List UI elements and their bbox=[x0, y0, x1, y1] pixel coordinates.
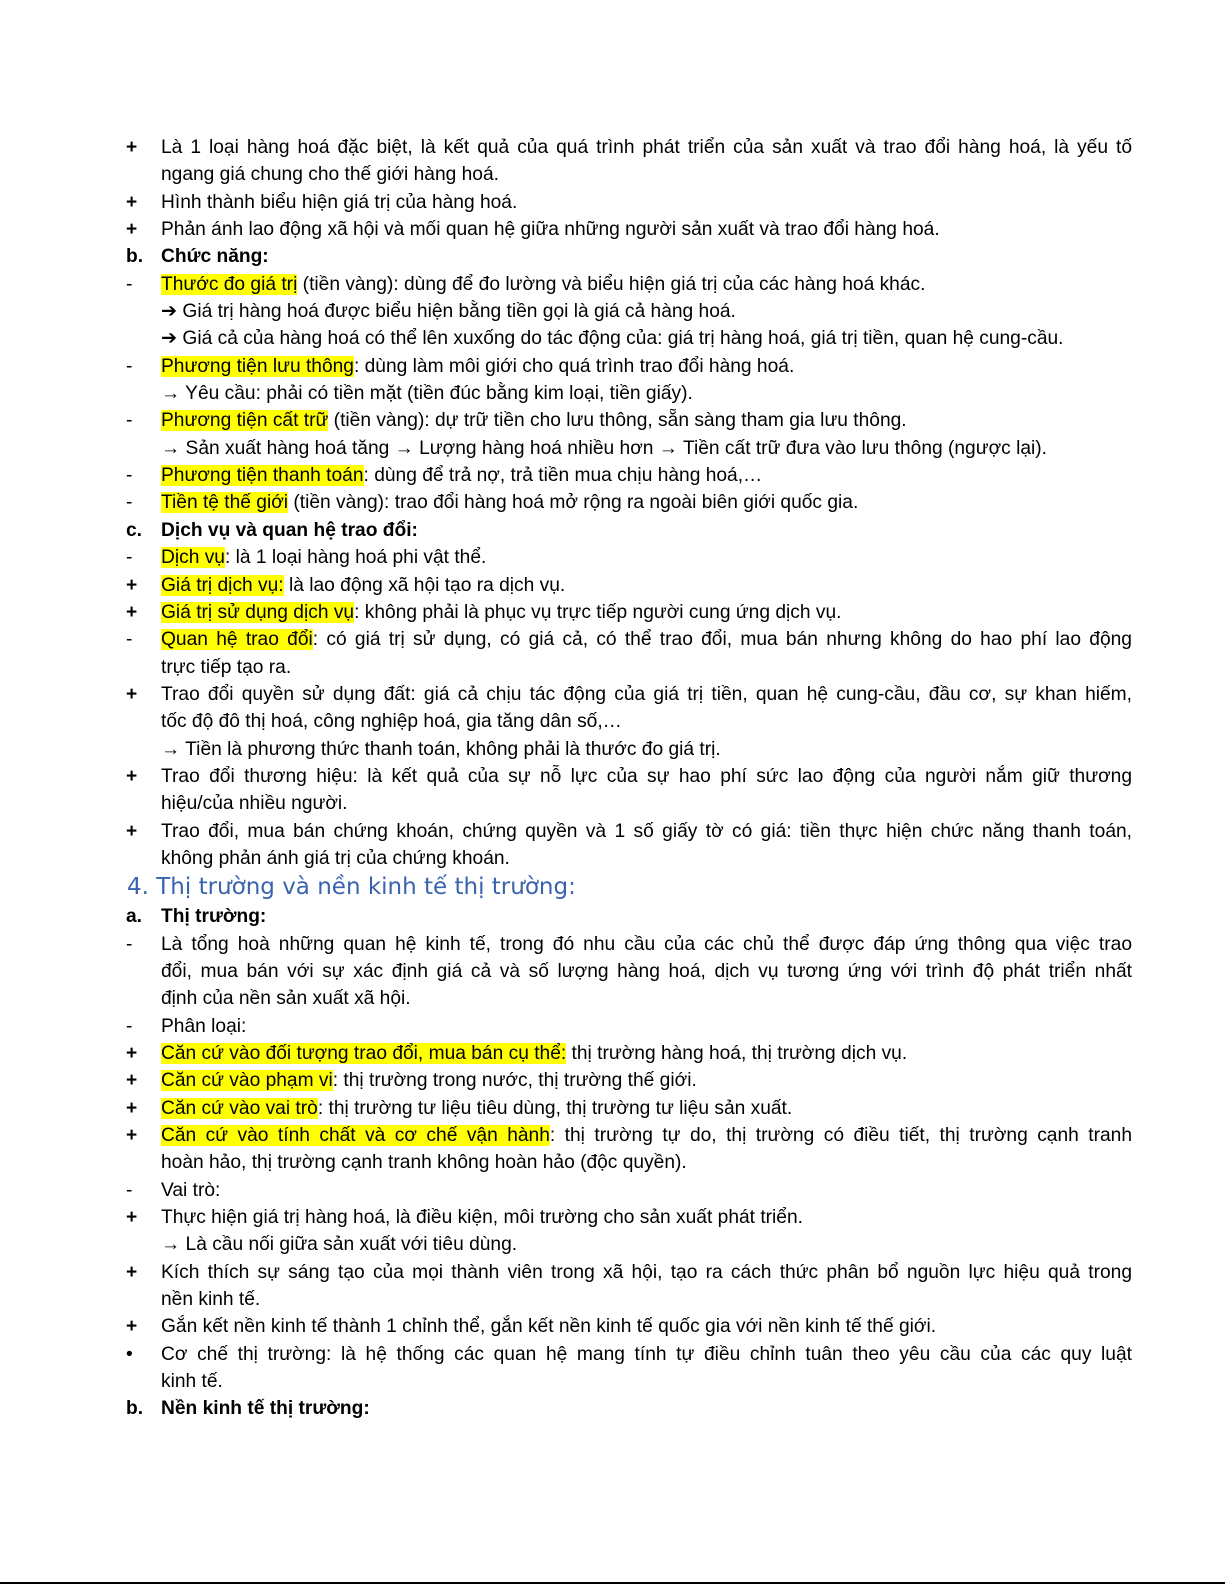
text-line bbox=[0, 1013, 1225, 1040]
body-text: Hình thành biểu hiện giá trị của hàng hoá. bbox=[161, 191, 518, 213]
text-line bbox=[0, 599, 1225, 626]
body-text: đổi, mua bán với sự xác định giá cả và số lượng hàng hoá, dịch vụ tương ứng với trình độ phát triển nhất bbox=[161, 960, 1132, 982]
body-text: Gắn kết nền kinh tế thành 1 chỉnh thể, gắn kết nền kinh tế quốc gia với nền kinh tế thế giới. bbox=[161, 1316, 937, 1338]
line-text bbox=[161, 958, 1132, 985]
text-line bbox=[0, 1040, 1225, 1067]
line-text bbox=[161, 407, 907, 434]
line-text bbox=[161, 931, 1132, 958]
list-marker: • bbox=[126, 1343, 133, 1365]
text-line bbox=[0, 353, 1225, 380]
highlighted-term: Thước đo giá trị bbox=[161, 273, 298, 295]
body-text: tốc độ đô thị hoá, công nghiệp hoá, gia tăng dân số,… bbox=[161, 711, 622, 733]
text-line bbox=[0, 1095, 1225, 1122]
line-text bbox=[161, 1122, 1132, 1149]
list-marker: + bbox=[126, 1097, 138, 1119]
list-marker: + bbox=[126, 1070, 138, 1092]
line-text bbox=[161, 1286, 260, 1313]
body-text: Cơ chế thị trường: là hệ thống các quan hệ mang tính tự điều chỉnh tuân theo yêu cầu của các quy luật bbox=[161, 1343, 1132, 1365]
section-heading bbox=[0, 872, 1225, 903]
list-marker: + bbox=[126, 1125, 138, 1147]
text-line bbox=[0, 1395, 1225, 1422]
text-line bbox=[0, 216, 1225, 243]
body-text: → Sản xuất hàng hoá tăng → Lượng hàng hoá nhiều hơn → Tiền cất trữ đưa vào lưu thông (ngược lại). bbox=[161, 437, 1047, 459]
line-text bbox=[161, 134, 1132, 161]
body-text: ngang giá chung cho thế giới hàng hoá. bbox=[161, 164, 499, 186]
list-marker: + bbox=[126, 191, 138, 213]
text-line bbox=[0, 161, 1225, 188]
body-text: : có giá trị sử dụng, có giá cả, có thể trao đổi, mua bán nhưng không do hao phí lao động bbox=[312, 629, 1132, 651]
body-text: là lao động xã hội tạo ra dịch vụ. bbox=[283, 574, 566, 596]
body-text: kinh tế. bbox=[161, 1371, 223, 1393]
line-text bbox=[161, 271, 925, 298]
subheading-text: Dịch vụ và quan hệ trao đổi: bbox=[161, 519, 418, 541]
line-text bbox=[161, 845, 510, 872]
text-line bbox=[0, 763, 1225, 790]
text-line bbox=[0, 243, 1225, 270]
list-marker: - bbox=[126, 629, 133, 651]
text-line bbox=[0, 931, 1225, 958]
line-text bbox=[161, 599, 841, 626]
line-text bbox=[161, 1177, 220, 1204]
highlighted-term: Giá trị dịch vụ: bbox=[161, 574, 284, 596]
line-text bbox=[161, 1204, 803, 1231]
subheading-text: Thị trường: bbox=[161, 906, 267, 928]
line-text bbox=[161, 380, 693, 407]
body-text: hoàn hảo, thị trường cạnh tranh không hoàn hảo (độc quyền). bbox=[161, 1152, 687, 1174]
text-line bbox=[0, 903, 1225, 930]
line-text bbox=[161, 544, 486, 571]
line-text bbox=[161, 818, 1132, 845]
body-text: (tiền vàng): dự trữ tiền cho lưu thông, sẵn sàng tham gia lưu thông. bbox=[328, 410, 907, 432]
list-marker: - bbox=[126, 465, 133, 487]
body-text: ➔ Giá trị hàng hoá được biểu hiện bằng tiền gọi là giá cả hàng hoá. bbox=[161, 301, 736, 323]
list-marker: - bbox=[126, 410, 133, 432]
highlighted-term: Căn cứ vào vai trò bbox=[161, 1097, 318, 1119]
page-bottom-rule bbox=[0, 1582, 1225, 1584]
line-text bbox=[161, 1341, 1132, 1368]
body-text: trực tiếp tạo ra. bbox=[161, 656, 292, 678]
list-marker: c. bbox=[126, 519, 143, 541]
line-text bbox=[161, 708, 622, 735]
list-marker: - bbox=[126, 273, 133, 295]
highlighted-term: Căn cứ vào tính chất và cơ chế vận hành bbox=[161, 1125, 550, 1147]
list-marker: - bbox=[126, 355, 133, 377]
list-marker: - bbox=[126, 547, 133, 569]
line-text bbox=[161, 462, 762, 489]
line-text bbox=[161, 243, 269, 270]
highlighted-term: Căn cứ vào phạm vi bbox=[161, 1070, 333, 1092]
line-text bbox=[161, 1067, 697, 1094]
line-text bbox=[161, 1395, 370, 1422]
text-line bbox=[0, 790, 1225, 817]
body-text: thị trường hàng hoá, thị trường dịch vụ. bbox=[566, 1043, 908, 1064]
line-text bbox=[161, 654, 291, 681]
text-line bbox=[0, 325, 1225, 352]
list-marker: + bbox=[126, 1207, 138, 1229]
body-text: : thị trường tự do, thị trường có điều tiết, thị trường cạnh tranh bbox=[549, 1125, 1132, 1147]
body-text: Kích thích sự sáng tạo của mọi thành viên trong xã hội, tạo ra cách thức phân bổ nguồn lực hiệu quả trong bbox=[161, 1261, 1132, 1283]
text-line bbox=[0, 544, 1225, 571]
list-marker: + bbox=[126, 1261, 138, 1283]
text-line bbox=[0, 736, 1225, 763]
highlighted-term: Giá trị sử dụng dịch vụ bbox=[161, 601, 355, 623]
highlighted-term: Căn cứ vào đối tượng trao đổi, mua bán cụ thể: bbox=[161, 1043, 567, 1064]
body-text: Trao đổi quyền sử dụng đất: giá cả chịu tác động của giá trị tiền, quan hệ cung-cầu, đầu cơ, sự khan hiếm, bbox=[161, 683, 1132, 705]
line-text bbox=[161, 790, 348, 817]
highlighted-term: Phương tiện thanh toán bbox=[161, 465, 364, 487]
line-text bbox=[161, 903, 266, 930]
highlighted-term: Quan hệ trao đổi bbox=[161, 629, 313, 651]
body-text: Phản ánh lao động xã hội và mối quan hệ giữa những người sản xuất và trao đổi hàng hoá. bbox=[161, 219, 940, 241]
text-line bbox=[0, 134, 1225, 161]
body-text: Vai trò: bbox=[161, 1179, 221, 1201]
text-line bbox=[0, 271, 1225, 298]
body-text: → Là cầu nối giữa sản xuất với tiêu dùng. bbox=[161, 1234, 518, 1256]
line-text bbox=[161, 489, 858, 516]
line-text bbox=[161, 325, 1064, 352]
text-line bbox=[0, 1231, 1225, 1258]
text-line bbox=[0, 189, 1225, 216]
line-text bbox=[161, 681, 1132, 708]
line-text bbox=[161, 517, 418, 544]
body-text: hiệu/của nhiều người. bbox=[161, 793, 348, 815]
body-text: nền kinh tế. bbox=[161, 1289, 261, 1311]
text-line bbox=[0, 1204, 1225, 1231]
body-text: ➔ Giá cả của hàng hoá có thể lên xuxống do tác động của: giá trị hàng hoá, giá trị tiền, quan hệ cung-cầu. bbox=[161, 328, 1064, 350]
text-line bbox=[0, 407, 1225, 434]
body-text: Trao đổi thương hiệu: là kết quả của sự nỗ lực của sự hao phí sức lao động của người nắm giữ thương bbox=[161, 765, 1132, 787]
body-text: Phân loại: bbox=[161, 1015, 247, 1037]
text-line bbox=[0, 1067, 1225, 1094]
text-line bbox=[0, 681, 1225, 708]
list-marker: + bbox=[126, 683, 138, 705]
list-marker: b. bbox=[126, 246, 144, 268]
body-text: Là tổng hoà những quan hệ kinh tế, trong đó nhu cầu của các chủ thể được đáp ứng thông qua việc trao bbox=[161, 933, 1132, 955]
line-text bbox=[161, 298, 736, 325]
line-text bbox=[161, 1095, 792, 1122]
text-line bbox=[0, 517, 1225, 544]
text-line bbox=[0, 489, 1225, 516]
line-text bbox=[161, 1149, 687, 1176]
text-line bbox=[0, 1313, 1225, 1340]
line-text bbox=[161, 736, 721, 763]
text-line bbox=[0, 845, 1225, 872]
body-text: Trao đổi, mua bán chứng khoán, chứng quyền và 1 số giấy tờ có giá: tiền thực hiện chức năng thanh toán, bbox=[161, 820, 1132, 842]
list-marker: + bbox=[126, 574, 138, 596]
subheading-text: Chức năng: bbox=[161, 246, 269, 268]
highlighted-term: Phương tiện cất trữ bbox=[161, 410, 329, 432]
body-text: : là 1 loại hàng hoá phi vật thể. bbox=[224, 547, 487, 569]
body-text: Là 1 loại hàng hoá đặc biệt, là kết quả của quá trình phát triển của sản xuất và trao đổi hàng hoá, là yếu tố bbox=[161, 137, 1132, 158]
list-marker: + bbox=[126, 137, 138, 158]
body-text: định của nền sản xuất xã hội. bbox=[161, 988, 411, 1010]
text-line bbox=[0, 572, 1225, 599]
line-text bbox=[161, 353, 794, 380]
subheading-text: Nền kinh tế thị trường: bbox=[161, 1398, 370, 1420]
highlighted-term: Tiền tệ thế giới bbox=[161, 492, 289, 514]
body-text: (tiền vàng): dùng để đo lường và biểu hiện giá trị của các hàng hoá khác. bbox=[297, 273, 926, 295]
text-line bbox=[0, 298, 1225, 325]
line-text bbox=[161, 435, 1047, 462]
text-line bbox=[0, 435, 1225, 462]
text-line bbox=[0, 1286, 1225, 1313]
text-line bbox=[0, 818, 1225, 845]
section-heading-text: 4. Thị trường và nền kinh tế thị trường: bbox=[127, 874, 576, 901]
line-text bbox=[161, 161, 499, 188]
list-marker: + bbox=[126, 820, 138, 842]
list-marker: + bbox=[126, 1043, 138, 1064]
text-line bbox=[0, 1368, 1225, 1395]
line-text bbox=[161, 985, 411, 1012]
highlighted-term: Phương tiện lưu thông bbox=[161, 355, 354, 377]
text-line bbox=[0, 1149, 1225, 1176]
line-text bbox=[161, 1313, 936, 1340]
list-marker: b. bbox=[126, 1398, 144, 1420]
body-text: không phản ánh giá trị của chứng khoán. bbox=[161, 847, 510, 869]
body-text: (tiền vàng): trao đổi hàng hoá mở rộng ra ngoài biên giới quốc gia. bbox=[288, 492, 859, 514]
line-text bbox=[161, 1013, 246, 1040]
list-marker: + bbox=[126, 1316, 138, 1338]
list-marker: - bbox=[126, 492, 133, 514]
text-line bbox=[0, 380, 1225, 407]
body-text: : thị trường trong nước, thị trường thế giới. bbox=[332, 1070, 697, 1092]
line-text bbox=[161, 216, 940, 243]
body-text: → Tiền là phương thức thanh toán, không phải là thước đo giá trị. bbox=[161, 738, 721, 760]
list-marker: + bbox=[126, 601, 138, 623]
list-marker: - bbox=[126, 1015, 133, 1037]
list-marker: + bbox=[126, 765, 138, 787]
line-text bbox=[161, 572, 565, 599]
list-marker: + bbox=[126, 219, 138, 241]
text-line bbox=[0, 462, 1225, 489]
line-text bbox=[161, 1231, 517, 1258]
highlighted-term: Dịch vụ bbox=[161, 547, 225, 569]
list-marker: - bbox=[126, 1179, 133, 1201]
text-line bbox=[0, 1259, 1225, 1286]
line-text bbox=[161, 763, 1132, 790]
list-marker: - bbox=[126, 933, 133, 955]
body-text: : không phải là phục vụ trực tiếp người cung ứng dịch vụ. bbox=[354, 601, 842, 623]
list-marker: a. bbox=[126, 906, 143, 928]
body-text: → Yêu cầu: phải có tiền mặt (tiền đúc bằng kim loại, tiền giấy). bbox=[161, 383, 693, 405]
text-line bbox=[0, 958, 1225, 985]
body-text: : thị trường tư liệu tiêu dùng, thị trường tư liệu sản xuất. bbox=[317, 1097, 793, 1119]
text-line bbox=[0, 654, 1225, 681]
line-text bbox=[161, 1368, 223, 1395]
text-line bbox=[0, 1177, 1225, 1204]
text-line bbox=[0, 1122, 1225, 1149]
text-line bbox=[0, 708, 1225, 735]
body-text: : dùng để trả nợ, trả tiền mua chịu hàng hoá,… bbox=[363, 465, 763, 487]
text-line bbox=[0, 1341, 1225, 1368]
body-text: : dùng làm môi giới cho quá trình trao đổi hàng hoá. bbox=[353, 355, 795, 377]
document-page bbox=[0, 134, 1225, 1423]
body-text: Thực hiện giá trị hàng hoá, là điều kiện, môi trường cho sản xuất phát triển. bbox=[161, 1207, 803, 1229]
line-text bbox=[161, 189, 517, 216]
line-text bbox=[161, 1259, 1132, 1286]
line-text bbox=[161, 1040, 907, 1067]
text-line bbox=[0, 626, 1225, 653]
line-text bbox=[161, 626, 1132, 653]
text-line bbox=[0, 985, 1225, 1012]
